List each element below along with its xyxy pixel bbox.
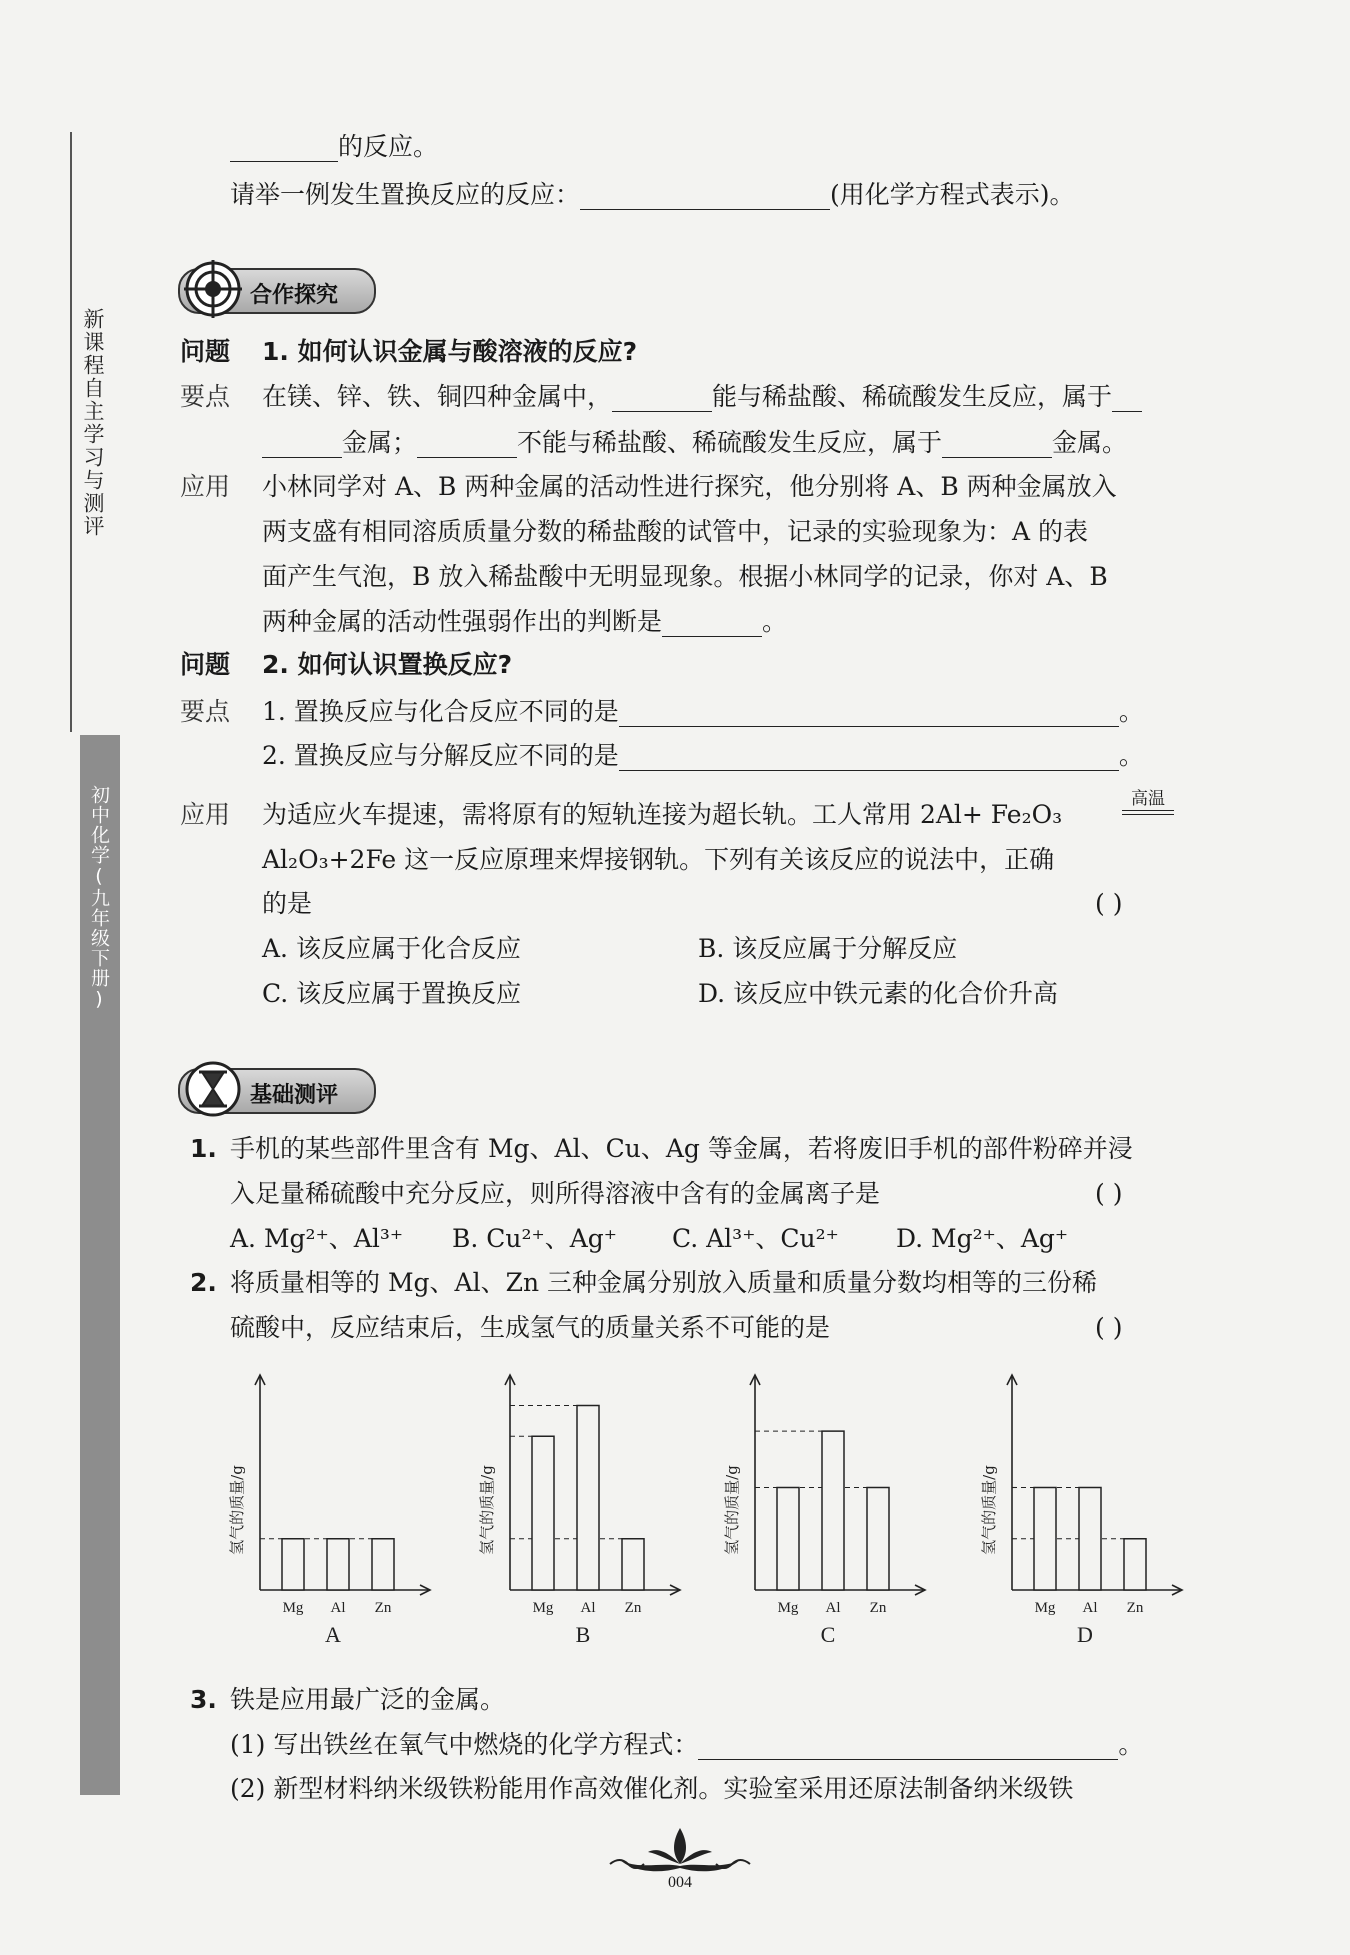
q1-point-text: 在镁、锌、铁、铜四种金属中， bbox=[262, 382, 613, 411]
intro-line-2-text: 请举一例发生置换反应的反应： bbox=[230, 180, 581, 209]
blank-field[interactable] bbox=[619, 744, 1119, 771]
chart-title: C bbox=[820, 1622, 836, 1647]
blank-field[interactable] bbox=[698, 1733, 1118, 1760]
flower-ornament-icon bbox=[600, 1820, 760, 1880]
intro-line-1-text: 的反应。 bbox=[338, 132, 439, 161]
bar-al bbox=[577, 1406, 599, 1591]
page-number: 004 bbox=[668, 1874, 692, 1891]
item-3-line-1: 铁是应用最广泛的金属。 bbox=[230, 1685, 506, 1714]
q1-point-line-1 bbox=[262, 382, 1142, 412]
q1-app-line-3: 面产生气泡，B 放入稀盐酸中无明显现象。根据小林同学的记录，你对 A、B bbox=[262, 562, 1108, 591]
bar-al bbox=[327, 1539, 349, 1590]
question-2-title: 2. 如何认识置换反应? bbox=[262, 650, 513, 679]
application-label: 应用 bbox=[180, 472, 231, 501]
section-badge-basic-test bbox=[178, 1068, 376, 1114]
chart-b bbox=[478, 1375, 680, 1647]
item-1-option-d[interactable]: D. Mg²⁺、Ag⁺ bbox=[896, 1224, 1069, 1253]
tick-label: Mg bbox=[282, 1600, 304, 1616]
tick-label: Mg bbox=[777, 1600, 799, 1616]
answer-bracket[interactable]: ( ) bbox=[1095, 889, 1123, 918]
target-icon bbox=[184, 260, 242, 318]
blank-field[interactable] bbox=[580, 183, 830, 210]
blank-field[interactable] bbox=[230, 135, 338, 162]
q2-app-line-3: 的是 bbox=[262, 889, 313, 918]
y-axis-label: 氢气的质量/g bbox=[478, 1465, 496, 1555]
q2-option-b[interactable]: B. 该反应属于分解反应 bbox=[698, 934, 958, 963]
item-3-sub-text: (1) 写出铁丝在氧气中燃烧的化学方程式： bbox=[230, 1730, 699, 1759]
sidebar-book-label bbox=[80, 735, 120, 1795]
bar-al bbox=[1079, 1488, 1101, 1591]
q2-point-text: 。 bbox=[1118, 741, 1144, 770]
q2-option-a[interactable]: A. 该反应属于化合反应 bbox=[262, 934, 521, 963]
chart-a bbox=[228, 1375, 430, 1647]
sidebar-series-label bbox=[70, 132, 118, 732]
tick-label: Zn bbox=[624, 1600, 642, 1616]
chart-c bbox=[723, 1375, 925, 1647]
point-label: 要点 bbox=[180, 697, 231, 726]
condition-text: 高温 bbox=[1131, 789, 1165, 809]
q2-point-text: 2. 置换反应与分解反应不同的是 bbox=[262, 741, 619, 770]
intro-line-1 bbox=[230, 132, 438, 162]
q2-point-text: 。 bbox=[1118, 697, 1144, 726]
section-title: 基础测评 bbox=[250, 1083, 339, 1108]
answer-bracket[interactable]: ( ) bbox=[1095, 1313, 1123, 1342]
bar-mg bbox=[282, 1539, 304, 1590]
blank-field[interactable] bbox=[417, 431, 517, 458]
sidebar-series-text: 新课程自主学习与测评 bbox=[81, 308, 105, 538]
condition-bar bbox=[1122, 814, 1174, 815]
q1-point-text: 金属。 bbox=[1052, 428, 1128, 457]
answer-bracket[interactable]: ( ) bbox=[1095, 1179, 1123, 1208]
y-axis-label: 氢气的质量/g bbox=[228, 1465, 246, 1555]
question-1-label: 问题 bbox=[180, 337, 231, 366]
tick-label: Al bbox=[1082, 1600, 1098, 1616]
sidebar-book-text: 初中化学(九年级下册) bbox=[88, 785, 110, 1011]
q1-app-text: 。 bbox=[762, 607, 788, 636]
hourglass-icon bbox=[184, 1060, 242, 1118]
q1-point-line-2 bbox=[262, 428, 1127, 458]
tick-label: Al bbox=[825, 1600, 841, 1616]
tick-label: Mg bbox=[532, 1600, 554, 1616]
q1-point-text: 能与稀盐酸、稀硫酸发生反应，属于 bbox=[712, 382, 1113, 411]
q2-point-text: 1. 置换反应与化合反应不同的是 bbox=[262, 697, 619, 726]
bar-zn bbox=[372, 1539, 394, 1590]
item-2-line-2: 硫酸中，反应结束后，生成氢气的质量关系不可能的是 bbox=[230, 1313, 831, 1342]
item-1-line-1: 手机的某些部件里含有 Mg、Al、Cu、Ag 等金属，若将废旧手机的部件粉碎并浸 bbox=[230, 1134, 1133, 1163]
q2-app-line-1: 为适应火车提速，需将原有的短轨连接为超长轨。工人常用 2Al+ Fe₂O₃ bbox=[262, 800, 1063, 829]
item-3-number: 3. bbox=[190, 1685, 217, 1714]
question-2-label: 问题 bbox=[180, 650, 231, 679]
reaction-condition bbox=[1122, 784, 1174, 815]
bar-charts-group bbox=[220, 1360, 1200, 1660]
item-3-sub-1 bbox=[230, 1730, 1143, 1760]
chart-title: B bbox=[575, 1622, 591, 1647]
section-title: 合作探究 bbox=[250, 283, 339, 308]
item-3-sub-2: (2) 新型材料纳米级铁粉能用作高效催化剂。实验室采用还原法制备纳米级铁 bbox=[230, 1774, 1074, 1803]
blank-field[interactable] bbox=[619, 700, 1119, 727]
tick-label: Al bbox=[330, 1600, 346, 1616]
y-axis-label: 氢气的质量/g bbox=[723, 1465, 741, 1555]
question-1-title: 1. 如何认识金属与酸溶液的反应? bbox=[262, 337, 638, 366]
chart-title: D bbox=[1077, 1622, 1093, 1647]
q2-point-2 bbox=[262, 741, 1144, 771]
chart-title: A bbox=[325, 1622, 341, 1647]
item-1-line-2: 入足量稀硫酸中充分反应，则所得溶液中含有的金属离子是 bbox=[230, 1179, 881, 1208]
tick-label: Zn bbox=[869, 1600, 887, 1616]
q1-app-line-1: 小林同学对 A、B 两种金属的活动性进行探究，他分别将 A、B 两种金属放入 bbox=[262, 472, 1117, 501]
q2-app-line-2: Al₂O₃+2Fe 这一反应原理来焊接钢轨。下列有关该反应的说法中，正确 bbox=[262, 845, 1055, 874]
q2-point-1 bbox=[262, 697, 1144, 727]
q1-point-text: 不能与稀盐酸、稀硫酸发生反应，属于 bbox=[517, 428, 943, 457]
q1-app-line-2: 两支盛有相同溶质质量分数的稀盐酸的试管中，记录的实验现象为：A 的表 bbox=[262, 517, 1089, 546]
blank-field[interactable] bbox=[612, 385, 712, 412]
tick-label: Zn bbox=[1126, 1600, 1144, 1616]
point-label: 要点 bbox=[180, 382, 231, 411]
tick-label: Zn bbox=[374, 1600, 392, 1616]
bar-mg bbox=[1034, 1488, 1056, 1591]
q1-point-text: 金属； bbox=[342, 428, 418, 457]
item-1-option-b[interactable]: B. Cu²⁺、Ag⁺ bbox=[452, 1224, 617, 1253]
intro-line-2-suffix: (用化学方程式表示)。 bbox=[830, 180, 1075, 209]
blank-field[interactable] bbox=[262, 431, 342, 458]
bar-zn bbox=[867, 1488, 889, 1591]
bar-zn bbox=[622, 1539, 644, 1590]
section-badge-cooperative bbox=[178, 268, 376, 314]
item-1-option-a[interactable]: A. Mg²⁺、Al³⁺ bbox=[230, 1224, 404, 1253]
item-2-number: 2. bbox=[190, 1268, 217, 1297]
q2-option-c[interactable]: C. 该反应属于置换反应 bbox=[262, 979, 522, 1008]
q1-app-line-4 bbox=[262, 607, 787, 637]
bar-zn bbox=[1124, 1539, 1146, 1590]
item-3-sub-text: 。 bbox=[1118, 1730, 1144, 1759]
bar-mg bbox=[777, 1488, 799, 1591]
bar-mg bbox=[532, 1436, 554, 1590]
item-1-option-c[interactable]: C. Al³⁺、Cu²⁺ bbox=[672, 1224, 839, 1253]
tick-label: Mg bbox=[1034, 1600, 1056, 1616]
chart-d bbox=[980, 1375, 1182, 1647]
item-2-line-1: 将质量相等的 Mg、Al、Zn 三种金属分别放入质量和质量分数均相等的三份稀 bbox=[230, 1268, 1098, 1297]
condition-bar bbox=[1122, 810, 1174, 811]
blank-field[interactable] bbox=[662, 610, 762, 637]
application-label: 应用 bbox=[180, 800, 231, 829]
blank-field[interactable] bbox=[942, 431, 1052, 458]
blank-field[interactable] bbox=[1112, 385, 1142, 412]
q1-app-text: 两种金属的活动性强弱作出的判断是 bbox=[262, 607, 663, 636]
bar-al bbox=[822, 1431, 844, 1590]
item-1-number: 1. bbox=[190, 1134, 217, 1163]
q2-option-d[interactable]: D. 该反应中铁元素的化合价升高 bbox=[698, 979, 1059, 1008]
intro-line-2 bbox=[230, 180, 1075, 210]
y-axis-label: 氢气的质量/g bbox=[980, 1465, 998, 1555]
tick-label: Al bbox=[580, 1600, 596, 1616]
